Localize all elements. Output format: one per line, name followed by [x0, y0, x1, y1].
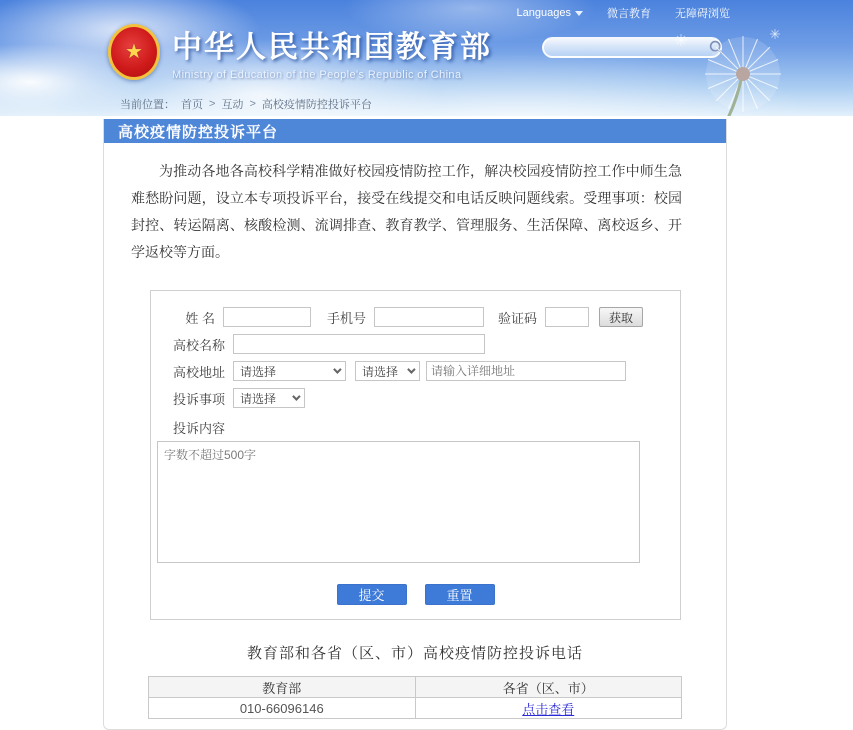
breadcrumb-separator: >	[209, 98, 216, 110]
brand-text	[172, 22, 492, 81]
form-row-content-label	[173, 418, 680, 437]
city-select[interactable]	[355, 361, 420, 381]
breadcrumb-interaction[interactable]: 互动	[221, 99, 244, 111]
category-select-value: 请选择	[240, 391, 277, 406]
phones-table-title: 教育部和各省（区、市）高校疫情防控投诉电话	[246, 645, 583, 662]
search-input[interactable]	[554, 40, 709, 56]
site-subtitle: Ministry of Education of the People's Republic of China	[172, 69, 462, 81]
phone-input[interactable]	[374, 307, 484, 327]
submit-button[interactable]: 提交	[337, 584, 407, 605]
languages-menu[interactable]	[517, 7, 583, 19]
breadcrumb-current: 高校疫情防控投诉平台	[261, 99, 372, 111]
city-select-value: 请选择	[362, 364, 399, 379]
accessibility-label: 无障碍浏览	[675, 8, 730, 20]
main-content	[103, 119, 727, 730]
captcha-label: 验证码	[498, 310, 538, 326]
category-select[interactable]	[233, 388, 305, 408]
content-label: 投诉内容	[173, 421, 226, 436]
province-select-value: 请选择	[240, 364, 277, 379]
national-emblem-logo	[108, 24, 160, 80]
school-name-label: 高校名称	[173, 337, 226, 353]
chevron-down-icon	[333, 365, 341, 373]
school-address-label: 高校地址	[173, 364, 226, 380]
name-label: 姓 名	[185, 310, 215, 326]
accessibility-link[interactable]	[675, 5, 730, 21]
complaint-form	[150, 290, 681, 620]
search-box	[542, 37, 722, 58]
weiyan-edu-link[interactable]	[607, 5, 651, 21]
topbar	[517, 5, 730, 21]
phone-label: 手机号	[327, 310, 367, 326]
phones-header-moe: 教育部	[149, 677, 416, 698]
detail-address-input[interactable]	[426, 361, 626, 381]
breadcrumb	[120, 96, 372, 112]
site-title: 中华人民共和国教育部	[172, 31, 492, 64]
chevron-down-icon	[407, 365, 415, 373]
get-captcha-button[interactable]: 获取	[599, 307, 643, 327]
complaint-content-textarea[interactable]	[157, 441, 640, 563]
form-row-school-address	[173, 361, 680, 381]
weiyan-edu-label: 微言教育	[607, 8, 651, 20]
phones-header-provinces: 各省（区、市）	[415, 677, 682, 698]
site-header	[0, 0, 853, 116]
phones-header-row	[149, 677, 682, 698]
search-icon[interactable]	[709, 40, 724, 55]
phones-data-row	[149, 698, 682, 719]
reset-button[interactable]: 重置	[425, 584, 495, 605]
form-row-category	[173, 388, 680, 408]
page-title: 高校疫情防控投诉平台	[104, 119, 726, 143]
chevron-down-icon	[292, 392, 300, 400]
breadcrumb-label: 当前位置：	[120, 99, 175, 111]
breadcrumb-separator: >	[249, 98, 256, 110]
languages-label: Languages	[516, 7, 571, 19]
intro-paragraph: 为推动各地各高校科学精准做好校园疫情防控工作，解决校园疫情防控工作中师生急难愁盼问题，设立本专项投诉平台，接受在线提交和电话反映问题线索。受理事项：校园封控、转运隔离、核酸检测、流调排查、教育教学、管理服务、生活保障、离校返乡、开学返校等方面。	[131, 163, 682, 260]
star-icon: ★	[125, 40, 143, 63]
province-select[interactable]	[233, 361, 346, 381]
name-input[interactable]	[223, 307, 311, 327]
chevron-down-icon	[575, 11, 583, 16]
school-name-input[interactable]	[233, 334, 485, 354]
moe-phone-number: 010-66096146	[149, 698, 416, 719]
breadcrumb-home[interactable]: 首页	[181, 99, 203, 111]
captcha-input[interactable]	[545, 307, 589, 327]
form-row-identity	[173, 307, 680, 327]
category-label: 投诉事项	[173, 391, 226, 407]
form-buttons	[151, 584, 680, 605]
brand	[108, 22, 492, 81]
form-row-school-name	[173, 334, 680, 354]
phones-table	[148, 676, 682, 719]
view-provinces-link[interactable]: 点击查看	[522, 701, 575, 717]
